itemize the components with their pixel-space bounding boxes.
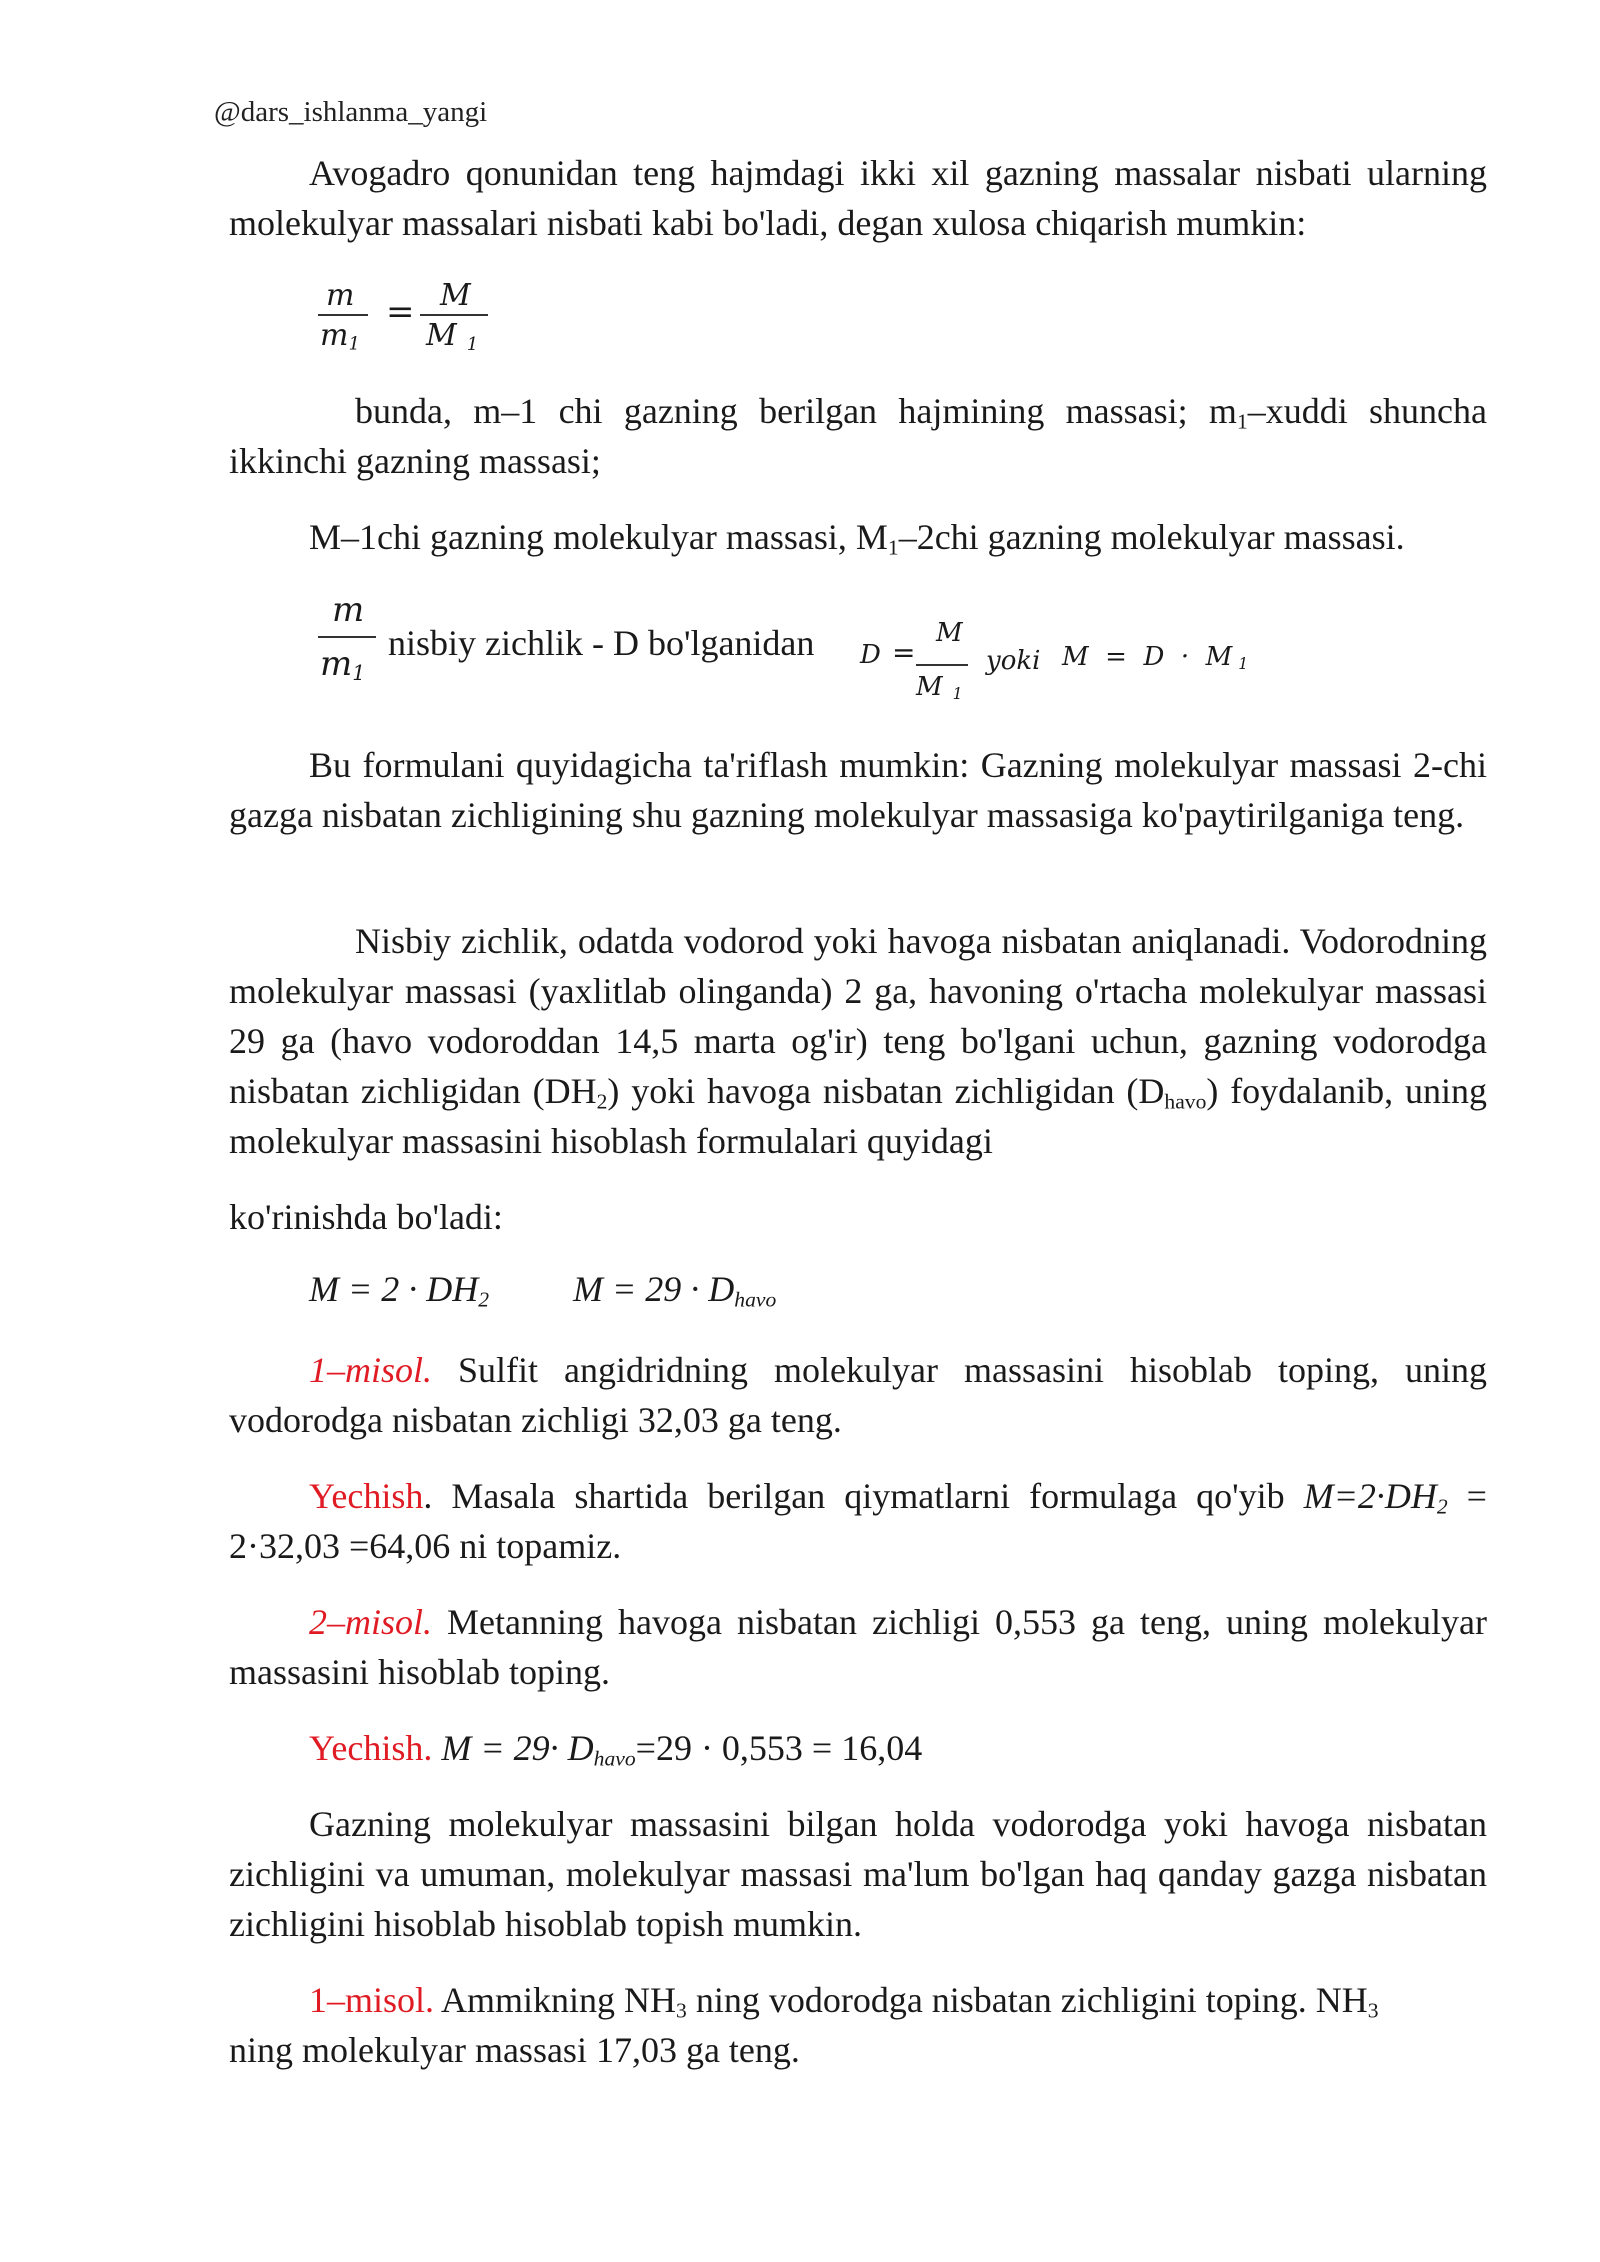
formula2-yoki: yoki — [986, 646, 1041, 676]
example-1: 1–misol. Sulfit angidridning molekulyar massasini hisoblab toping, uning vodorodga nisbatan zichligi 32,03 ga teng. — [229, 1350, 1487, 1440]
example-2: 2–misol. Metanning havoga nisbatan zichligi 0,553 ga teng, uning molekulyar massasini hisoblab toping. — [229, 1602, 1487, 1692]
formula1-num-m: m — [326, 278, 355, 313]
example-2-label: 2–misol. — [309, 1602, 433, 1642]
paragraph-korinishda: ko'rinishda bo'ladi: — [229, 1197, 503, 1237]
formula2-equals: = — [892, 636, 916, 669]
formula1-num-M: M — [440, 278, 471, 313]
example-3: 1–misol. Ammikning $NH_3$ ning vodorodga nisbatan zichligini toping. $NH_3$ ning molekulyar massasi 17,03 ga teng. — [229, 1980, 1379, 2070]
formula2-den-M1: M $_1$ — [916, 672, 963, 703]
paragraph-M-definition: M–1chi gazning molekulyar massasi, $M_1-2chi$ gazning molekulyar massasi. — [309, 517, 1405, 560]
formula1-den-m1: $m_1$ — [320, 318, 360, 355]
formula2-bar-right — [916, 664, 968, 666]
formula1-equals: = — [386, 292, 415, 332]
formula1-den-M1: M $_1$ — [426, 318, 479, 355]
paragraph-definition: Bu formulani quyidagicha ta'riflash mumkin: Gazning molekulyar massasi 2-chi gazga nisbatan zichligining shu gazning molekulyar massasiga ko'paytirilganiga teng. — [229, 745, 1487, 835]
example-3-label: 1–misol. — [309, 1980, 435, 2020]
formula2-den-m1: $m_1$ — [320, 644, 366, 686]
formula2-bar-left — [318, 636, 376, 638]
formula2-num-m: m — [332, 590, 365, 630]
solution-2-label: Yechish. — [309, 1728, 433, 1768]
formula2-text: nisbiy zichlik - D bo'lganidan — [388, 623, 815, 663]
formula-hydrogen: $M = 2 \cdot DH_2$ — [309, 1269, 490, 1312]
formula-air: $M = 29 \cdot D_{havo}$ — [573, 1269, 777, 1312]
watermark: @dars_ishlanma_yangi — [214, 96, 488, 128]
formula1-bar-left — [318, 314, 368, 316]
example-1-label: 1–misol. — [309, 1350, 433, 1390]
formula2-num-M: M — [936, 618, 963, 648]
solution-2: Yechish. $M = 29\cdot D_{havo}=29 \cdot 0,553 = 16,04$ — [309, 1728, 923, 1771]
paragraph-avogadro: Avogadro qonunidan teng hajmdagi ikki xil gazning massalar nisbati ularning molekulyar massalari nisbati kabi bo'ladi, degan xulosa chiqarish mumkin: — [229, 153, 1487, 243]
paragraph-nisbiy-zichlik: Nisbiy zichlik, odatda vodorod yoki havoga nisbatan aniqlanadi. Vodorodning molekulyar massasi (yaxlitlab olinganda) 2 ga, havoning o'rtacha molekulyar massasi 29 ga (havo vodoroddan 14,5 marta og'ir) teng bo'lgani uchun, gazning vodorodga nisbatan zichligidan $(DH_2)$ yoki havoga nisbatan zichligidan $(D_{havo})$ foydalanib, uning molekulyar massasini hisoblash formulalari quyidagi — [229, 921, 1487, 1161]
solution-1: Yechish. Masala shartida berilgan qiymatlarni formulaga qo'yib $M=2\cdot DH_2 = 2\cdot 32,03 =64,06$ ni topamiz. — [229, 1476, 1487, 1566]
formula1-bar-right — [420, 314, 488, 316]
paragraph-gazning-molekulyar: Gazning molekulyar massasini bilgan holda vodorodga yoki havoga nisbatan zichligini va umuman, molekulyar massasi ma'lum bo'lgan haq qanday gazga nisbatan zichligini hisoblab hisoblab topish mumkin. — [229, 1804, 1487, 1944]
solution-1-label: Yechish — [309, 1476, 424, 1516]
formula2-rhs: M = D · M $_1$ — [1062, 642, 1249, 673]
paragraph-bunda: bunda, m–1 chi gazning berilgan hajmining massasi; $m_1$–xuddi shuncha ikkinchi gazning massasi; — [229, 391, 1487, 481]
formula2-D: D — [860, 640, 881, 670]
